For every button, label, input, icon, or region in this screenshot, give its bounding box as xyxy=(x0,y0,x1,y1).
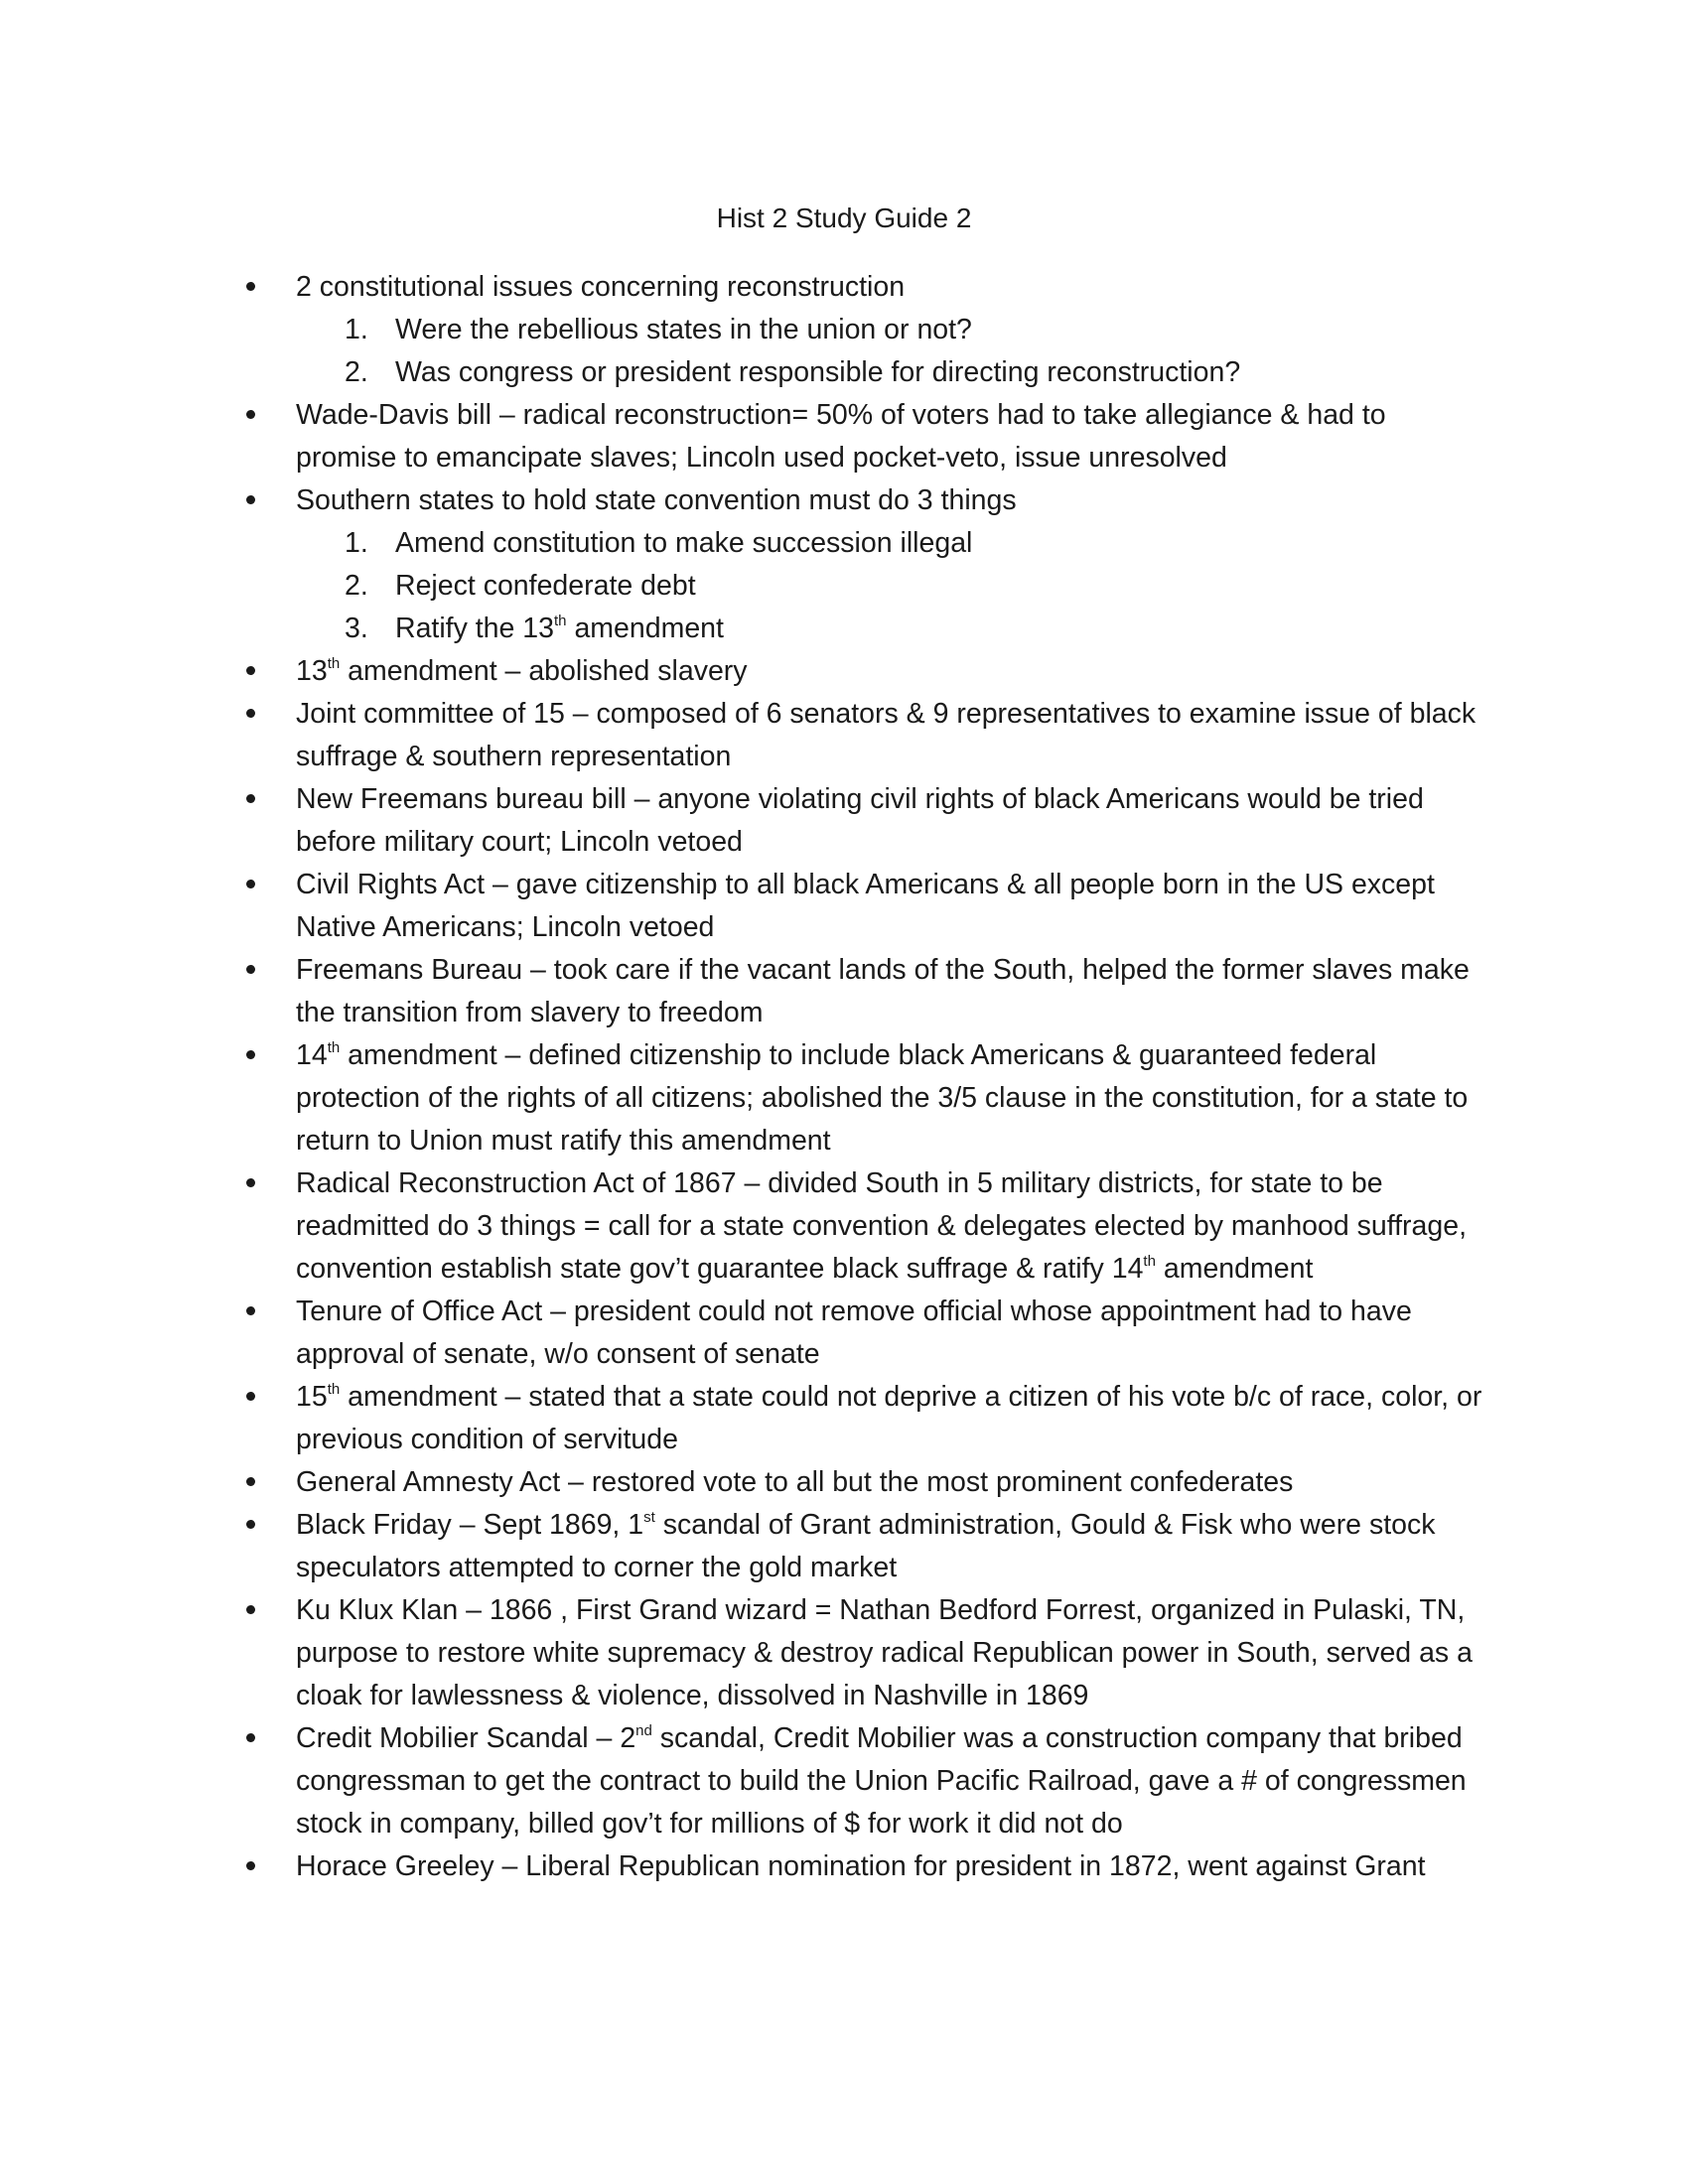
bullet-icon xyxy=(246,282,255,291)
item-text: General Amnesty Act – restored vote to all but the most prominent confederates xyxy=(296,1466,1294,1498)
bullet-icon xyxy=(246,880,255,888)
sub-item-number: 3. xyxy=(345,613,368,644)
item-text: Freemans Bureau – took care if the vacant lands of the South, helped the former slaves make the transition from slavery to freedom xyxy=(296,954,1470,1028)
bullet-icon xyxy=(246,1605,255,1614)
bullet-icon xyxy=(246,1520,255,1529)
sub-list-item xyxy=(296,565,1489,608)
sub-item-text: Were the rebellious states in the union or not? xyxy=(395,314,972,345)
bullet-icon xyxy=(246,1477,255,1486)
list-item xyxy=(238,1461,1489,1504)
item-text: Southern states to hold state convention must do 3 things xyxy=(296,484,1017,516)
sub-item-number: 1. xyxy=(345,314,368,345)
item-text: 15th amendment – stated that a state could not deprive a citizen of his vote b/c of race, color, or previous condition of servitude xyxy=(296,1381,1482,1455)
list-item xyxy=(238,394,1489,479)
list-item xyxy=(238,650,1489,693)
sub-item-number: 2. xyxy=(345,570,368,602)
bullet-icon xyxy=(246,410,255,419)
sub-list-item xyxy=(296,522,1489,565)
list-item xyxy=(238,1162,1489,1291)
list-item xyxy=(238,693,1489,778)
item-text: Civil Rights Act – gave citizenship to all black Americans & all people born in the US except Native Americans; Lincoln vetoed xyxy=(296,869,1435,943)
bullet-icon xyxy=(246,1178,255,1187)
sub-item-text: Was congress or president responsible for directing reconstruction? xyxy=(395,356,1241,388)
bullet-icon xyxy=(246,1306,255,1315)
bullet-icon xyxy=(246,495,255,504)
sub-list xyxy=(296,309,1489,394)
bullet-icon xyxy=(246,709,255,718)
item-text: Horace Greeley – Liberal Republican nomination for president in 1872, went against Grant xyxy=(296,1850,1426,1882)
sub-item-text: Ratify the 13th amendment xyxy=(395,613,724,644)
bullet-icon xyxy=(246,965,255,974)
sub-list-item xyxy=(296,309,1489,351)
sub-item-number: 2. xyxy=(345,356,368,388)
bullet-icon xyxy=(246,794,255,803)
list-item xyxy=(238,1034,1489,1162)
item-text: Radical Reconstruction Act of 1867 – divided South in 5 military districts, for state to be readmitted do 3 things = call for a state convention & delegates elected by manhood suffrage, convention establish state gov’t guarantee black suffrage & ratify 14th amendment xyxy=(296,1167,1468,1285)
sub-item-text: Amend constitution to make succession illegal xyxy=(395,527,973,559)
list-item xyxy=(238,1376,1489,1461)
sub-list-item xyxy=(296,351,1489,394)
list-item xyxy=(238,949,1489,1034)
bullet-icon xyxy=(246,666,255,675)
list-item xyxy=(238,479,1489,650)
list-item xyxy=(238,1504,1489,1589)
item-text: Tenure of Office Act – president could not remove official whose appointment had to have approval of senate, w/o consent of senate xyxy=(296,1296,1412,1370)
item-text: 13th amendment – abolished slavery xyxy=(296,655,748,687)
bullet-icon xyxy=(246,1392,255,1401)
bullet-icon xyxy=(246,1050,255,1059)
list-item xyxy=(238,864,1489,949)
bullet-icon xyxy=(246,1733,255,1742)
list-item xyxy=(238,266,1489,394)
list-item xyxy=(238,1589,1489,1717)
item-text: 2 constitutional issues concerning reconstruction xyxy=(296,271,906,303)
list-item xyxy=(238,778,1489,864)
list-item xyxy=(238,1717,1489,1845)
sub-item-text: Reject confederate debt xyxy=(395,570,696,602)
item-text: Ku Klux Klan – 1866 , First Grand wizard = Nathan Bedford Forrest, organized in Pulaski, TN, purpose to restore white supremacy & destroy radical Republican power in South, served as a cloak for lawlessness & violence, dissolved in Nashville in 1869 xyxy=(296,1594,1473,1711)
bullet-icon xyxy=(246,1861,255,1870)
item-text: New Freemans bureau bill – anyone violating civil rights of black Americans would be tried before military court; Lincoln vetoed xyxy=(296,783,1424,858)
list-item xyxy=(238,1845,1489,1888)
sub-list-item xyxy=(296,608,1489,650)
list-item xyxy=(238,1291,1489,1376)
sub-list xyxy=(296,522,1489,650)
study-guide-list xyxy=(238,266,1489,1888)
item-text: Wade-Davis bill – radical reconstruction= 50% of voters had to take allegiance & had to promise to emancipate slaves; Lincoln used pocket-veto, issue unresolved xyxy=(296,399,1386,474)
page-title: Hist 2 Study Guide 2 xyxy=(716,203,972,233)
item-text: Credit Mobilier Scandal – 2nd scandal, Credit Mobilier was a construction company that bribed congressman to get the contract to build the Union Pacific Railroad, gave a # of congressmen stock in company, billed gov’t for millions of $ for work it did not do xyxy=(296,1722,1467,1840)
item-text: Black Friday – Sept 1869, 1st scandal of Grant administration, Gould & Fisk who were stock speculators attempted to corner the gold market xyxy=(296,1509,1436,1583)
item-text: 14th amendment – defined citizenship to include black Americans & guaranteed federal protection of the rights of all citizens; abolished the 3/5 clause in the constitution, for a state to return to Union must ratify this amendment xyxy=(296,1039,1469,1157)
item-text: Joint committee of 15 – composed of 6 senators & 9 representatives to examine issue of black suffrage & southern representation xyxy=(296,698,1477,772)
sub-item-number: 1. xyxy=(345,527,368,559)
